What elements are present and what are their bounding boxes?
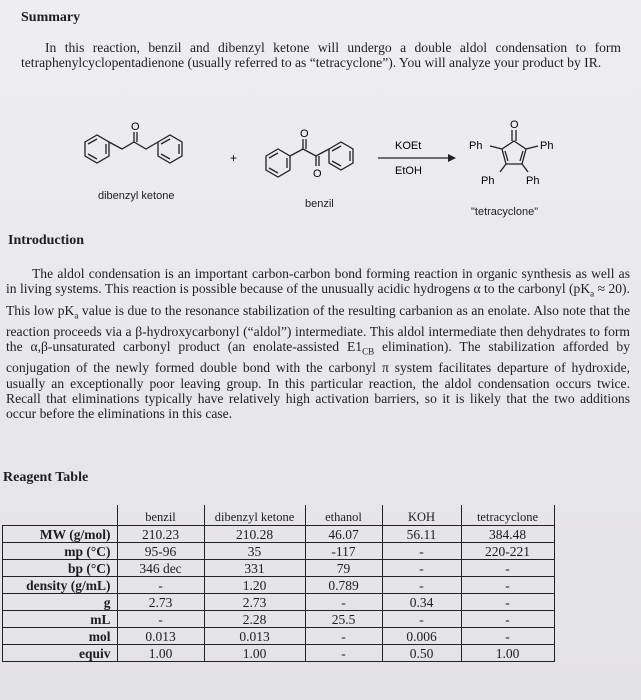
column-header: ethanol [305,505,382,526]
table-cell: 0.34 [382,594,461,611]
table-cell: 384.48 [461,526,554,543]
table-cell: - [382,611,461,628]
table-cell: 79 [305,560,382,577]
reagent-table [2,505,555,662]
reagent-koet: KOEt [395,140,422,152]
table-row [3,611,555,628]
ph-label-left: Ph [469,140,483,152]
column-header: benzil [117,505,204,526]
column-header: KOH [382,505,461,526]
summary-paragraph: In this reaction, benzil and dibenzyl ketone will undergo a double aldol condensation to form tetraphenylcyclopentadienone (usually referred to as “tetracyclone”). You will analyze your product by IR. [21,40,621,71]
table-row [3,628,555,645]
table-cell: - [461,628,554,645]
table-cell: 210.23 [117,526,204,543]
dibenzyl-ketone-structure [85,132,182,163]
tetracyclone-structure [490,130,538,172]
table-cell: - [461,594,554,611]
table-row [3,594,555,611]
row-label: mol [3,628,118,645]
column-header: tetracyclone [461,505,554,526]
table-cell: 1.00 [117,645,204,662]
row-label: equiv [3,645,118,662]
subscript-cb: CB [362,346,375,357]
benzil-oxygen-top: O [300,128,309,140]
table-cell: 210.28 [204,526,305,543]
row-label: mp (°C) [3,543,118,560]
table-row [3,645,555,662]
table-row [3,526,555,543]
table-cell: 346 dec [117,560,204,577]
table-cell: 0.006 [382,628,461,645]
table-cell: 2.28 [204,611,305,628]
table-cell: 46.07 [305,526,382,543]
dibenzyl-ketone-label: dibenzyl ketone [98,190,175,202]
table-cell: 220-221 [461,543,554,560]
table-cell: 0.789 [305,577,382,594]
intro-text-1: The aldol condensation is an important carbon-carbon bond forming reaction in organic synthesis as well as in living systems. This reaction is possible because of the unusually acidic hydrogens α to the carbonyl (pK [6,266,630,297]
table-cell: 0.013 [117,628,204,645]
table-cell: 56.11 [382,526,461,543]
table-row [3,543,555,560]
row-label: MW (g/mol) [3,526,118,543]
table-cell: - [305,628,382,645]
table-cell: -117 [305,543,382,560]
plus-sign: + [230,151,238,165]
subscript-a-1: a [590,289,595,300]
table-cell: 1.00 [204,645,305,662]
arrow-head [448,154,456,162]
table-cell: - [382,543,461,560]
row-label: bp (°C) [3,560,118,577]
table-cell: 2.73 [117,594,204,611]
ph-label-bottom-right: Ph [526,175,540,187]
reaction-scheme [0,118,641,228]
intro-text-2: ≈ 20). This low pK [6,281,630,318]
header-blank-cell [3,505,118,526]
table-cell: - [461,611,554,628]
benzil-label: benzil [305,198,334,210]
table-cell: - [117,577,204,594]
table-cell: 331 [204,560,305,577]
tetracyclone-oxygen: O [510,119,519,131]
table-row [3,577,555,594]
reagent-etoh: EtOH [395,165,422,177]
intro-text-3: value is due to the resonance stabilization of the resulting carbanion as an enolate. Also note that the reaction proceeds via a β-hydroxycarbonyl (“aldol”) intermediate. This aldol intermediate then dehydrates to form the α,β-unsaturated carbonyl product (an enolate-assisted E1 [6,302,630,355]
intro-text-4: elimination). The stabilization afforded by conjugation of the newly formed double bond with the carbonyl π system facilitates departure of hydroxide, usually an exceptionally poor leaving group. In this particular reaction, the aldol condensation occurs twice. Recall that eliminations typically have relatively high activation barriers, so it is likely that the two additions occur before the eliminations in this case. [6,339,630,422]
table-cell: 95-96 [117,543,204,560]
row-label: g [3,594,118,611]
ph-label-bottom-left: Ph [481,175,495,187]
tetracyclone-label: "tetracyclone" [471,206,539,218]
table-cell: - [461,577,554,594]
benzil-structure [266,139,353,177]
reagent-table-heading: Reagent Table [3,470,89,485]
table-cell: - [461,560,554,577]
benzil-oxygen-bottom: O [313,168,322,180]
table-cell: 25.5 [305,611,382,628]
row-label: mL [3,611,118,628]
summary-heading: Summary [21,10,81,25]
ph-label-right: Ph [540,140,554,152]
table-row [3,560,555,577]
reagent-table-body [3,505,555,662]
table-cell: 1.20 [204,577,305,594]
table-cell: - [382,577,461,594]
table-cell: - [305,645,382,662]
introduction-heading: Introduction [8,233,84,248]
table-cell: 0.013 [204,628,305,645]
table-cell: - [382,560,461,577]
table-cell: 0.50 [382,645,461,662]
subscript-a-2: a [74,310,79,321]
table-cell: - [305,594,382,611]
row-label: density (g/mL) [3,577,118,594]
table-cell: 2.73 [204,594,305,611]
ketone-oxygen-label: O [131,121,140,133]
introduction-paragraph [6,266,630,422]
table-cell: 1.00 [461,645,554,662]
column-header: dibenzyl ketone [204,505,305,526]
table-cell: - [117,611,204,628]
table-cell: 35 [204,543,305,560]
